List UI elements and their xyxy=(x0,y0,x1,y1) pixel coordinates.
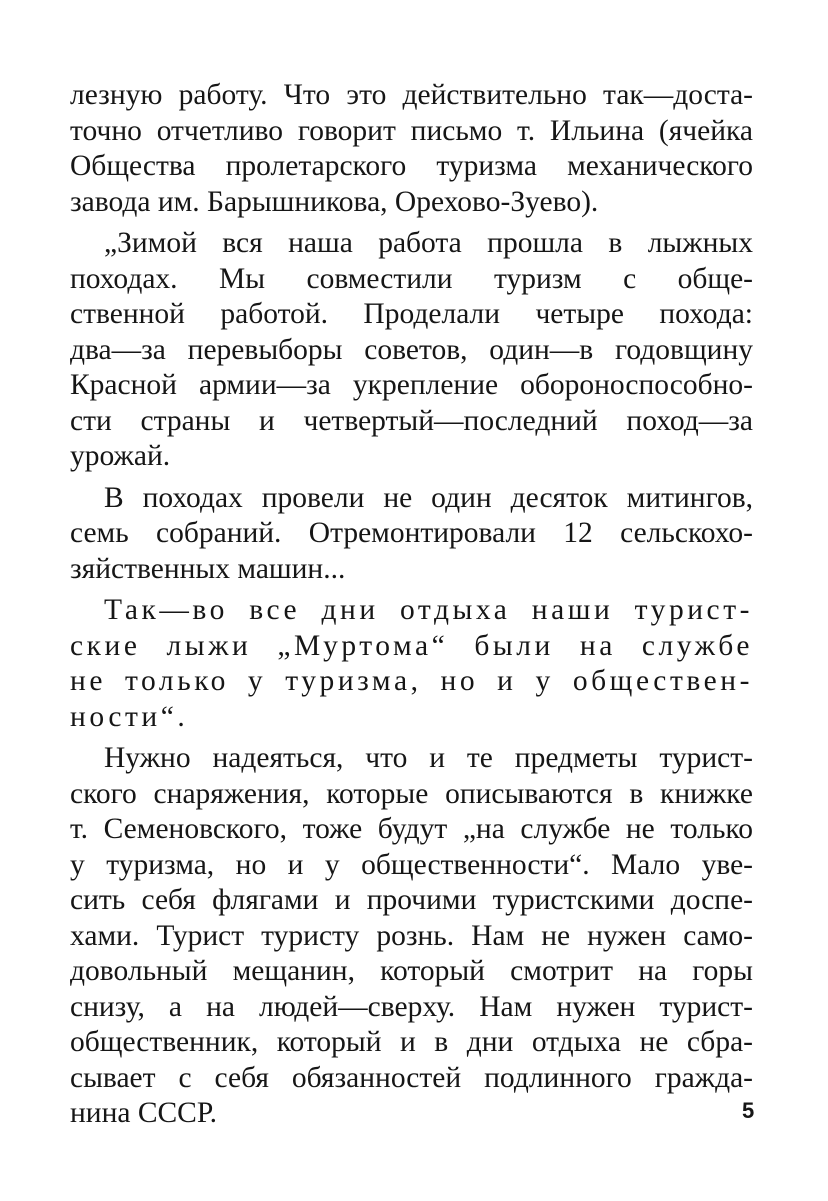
text-line: сить себя флягами и прочими туристскими доспе- xyxy=(70,884,753,916)
text-line: лезную работу. Что это действительно так—доста- xyxy=(70,79,753,111)
text-line: ности“. xyxy=(70,700,189,733)
text-line: урожай. xyxy=(70,440,171,472)
text-line: т. Семеновского, тоже будут „на службе не только xyxy=(70,813,753,845)
text-line: Нужно надеяться, что и те предметы турист- xyxy=(104,742,753,774)
text-line: нина СССР. xyxy=(70,1097,217,1129)
paragraph-2 xyxy=(70,226,753,475)
paragraph-3 xyxy=(70,481,753,588)
text-line: снизу, а на людей—сверху. Нам нужен турист- xyxy=(70,990,753,1023)
text-line: хами. Турист туристу рознь. Нам не нужен само- xyxy=(70,919,753,952)
text-line: не только у туризма, но и у обществен- xyxy=(70,665,753,697)
text-line: В походах провели не один десяток митингов, xyxy=(104,481,753,514)
paragraph-1 xyxy=(70,78,753,220)
text-line: у туризма, но и у общественности“. Мало уве- xyxy=(70,848,753,881)
page-number: 5 xyxy=(742,1098,755,1123)
text-line: точно отчетливо говорит письмо т. Ильина (ячейка xyxy=(70,114,753,147)
text-line: Так—во все дни отдыха наши турист- xyxy=(104,594,753,626)
text-line: сывает с себя обязанностей подлинного гражда- xyxy=(70,1061,753,1094)
text-line: два—за перевыборы советов, один—в годовщину xyxy=(70,333,753,366)
text-line: завода им. Барышникова, Орехово-Зуево). xyxy=(70,185,599,218)
text-line: „Зимой вся наша работа прошла в лыжных xyxy=(104,227,753,259)
body-text xyxy=(70,78,753,1138)
text-line: семь собраний. Отремонтировали 12 сельскохо- xyxy=(70,517,753,549)
paragraph-5 xyxy=(70,741,753,1132)
text-line: Общества пролетарского туризма механического xyxy=(70,150,753,182)
text-line: ские лыжи „Муртома“ были на службе xyxy=(70,629,753,662)
text-line: сти страны и четвертый—последний поход—за xyxy=(70,404,753,437)
text-line: ственной работой. Проделали четыре похода: xyxy=(70,298,753,330)
paragraph-4 xyxy=(70,593,753,735)
text-line: довольный мещанин, который смотрит на горы xyxy=(70,955,753,987)
text-line: зяйственных машин... xyxy=(70,552,346,585)
text-line: Красной армии—за укрепление обороноспособно- xyxy=(70,369,753,401)
text-line: ского снаряжения, которые описываются в книжке xyxy=(70,777,753,810)
text-line: общественник, который и в дни отдыха не сбра- xyxy=(70,1026,753,1058)
text-line: походах. Мы совместили туризм с обще- xyxy=(70,262,753,295)
